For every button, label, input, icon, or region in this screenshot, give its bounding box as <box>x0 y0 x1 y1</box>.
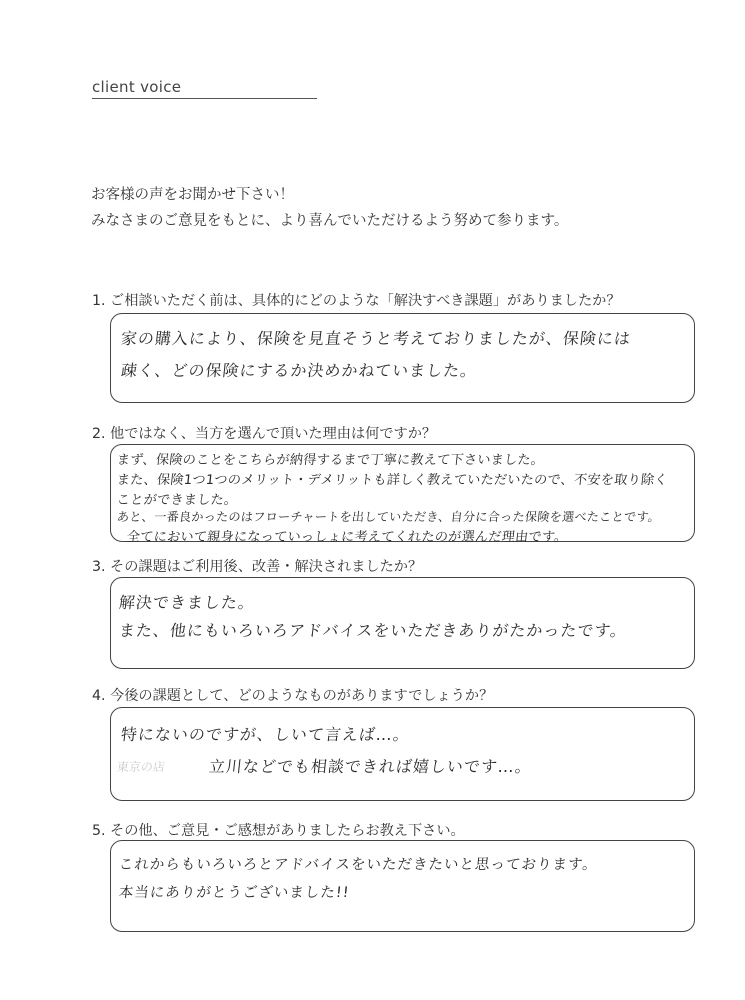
answer-5-line-2: 本当にありがとうございました!! <box>118 885 351 901</box>
page-header: client voice <box>92 78 317 99</box>
answer-3-line-2: また、他にもいろいろアドバイスをいただきありがたかったです。 <box>117 621 629 640</box>
question-2: 2. 他ではなく、当方を選んで頂いた理由は何ですか？ <box>92 426 437 442</box>
answer-1-line-1: 家の購入により、保険を見直そうと考えておりましたが、保険には <box>119 329 632 348</box>
question-1: 1. ご相談いただく前は、具体的にどのような「解決すべき課題」がありましたか？ <box>92 293 621 309</box>
answer-1-line-2: 疎く、どの保険にするか決めかねていました。 <box>119 361 479 380</box>
question-4: 4. 今後の課題として、どのようなものがありますでしょうか？ <box>92 688 494 704</box>
answer-box-1 <box>110 313 695 403</box>
answer-2-line-1: まず、保険のことをこちらが納得するまで丁寧に教えて下さいました。 <box>116 453 545 468</box>
answer-4-line-1: 特にないのですが、しいて言えば…。 <box>119 725 411 744</box>
answer-4-erased-text: 東京の店 <box>116 760 166 774</box>
answer-2-line-4: あと、一番良かったのはフローチャートを出していただき、自分に合った保険を選べたことです。 <box>116 510 661 524</box>
question-3: 3. その課題はご利用後、改善・解決されましたか？ <box>92 559 423 575</box>
answer-2-line-2: また、保険1つ1つのメリット・デメリットも詳しく教えていただいたので、不安を取り除く <box>116 473 669 488</box>
question-5: 5. その他、ご意見・ご感想がありましたらお教え下さい。 <box>92 823 465 839</box>
answer-box-5 <box>110 840 695 932</box>
intro-line-2: みなさまのご意見をもとに、より喜んでいただけるよう努めて参ります。 <box>91 213 569 229</box>
answer-2-line-3: ことができました。 <box>116 493 239 508</box>
answer-2-line-5: 全てにおいて親身になっていっしょに考えてくれたのが選んだ理由です。 <box>126 530 569 545</box>
answer-3-line-1: 解決できました。 <box>117 593 256 612</box>
answer-box-3 <box>110 577 695 669</box>
answer-5-line-1: これからもいろいろとアドバイスをいただきたいと思っております。 <box>118 857 599 873</box>
intro-text <box>91 182 568 234</box>
answer-box-2 <box>110 444 695 545</box>
intro-line-1: お客様の声をお聞かせ下さい！ <box>91 187 294 203</box>
answer-4-line-2: 立川などでも相談できれば嬉しいです…。 <box>207 757 533 776</box>
answer-box-4 <box>110 707 695 801</box>
